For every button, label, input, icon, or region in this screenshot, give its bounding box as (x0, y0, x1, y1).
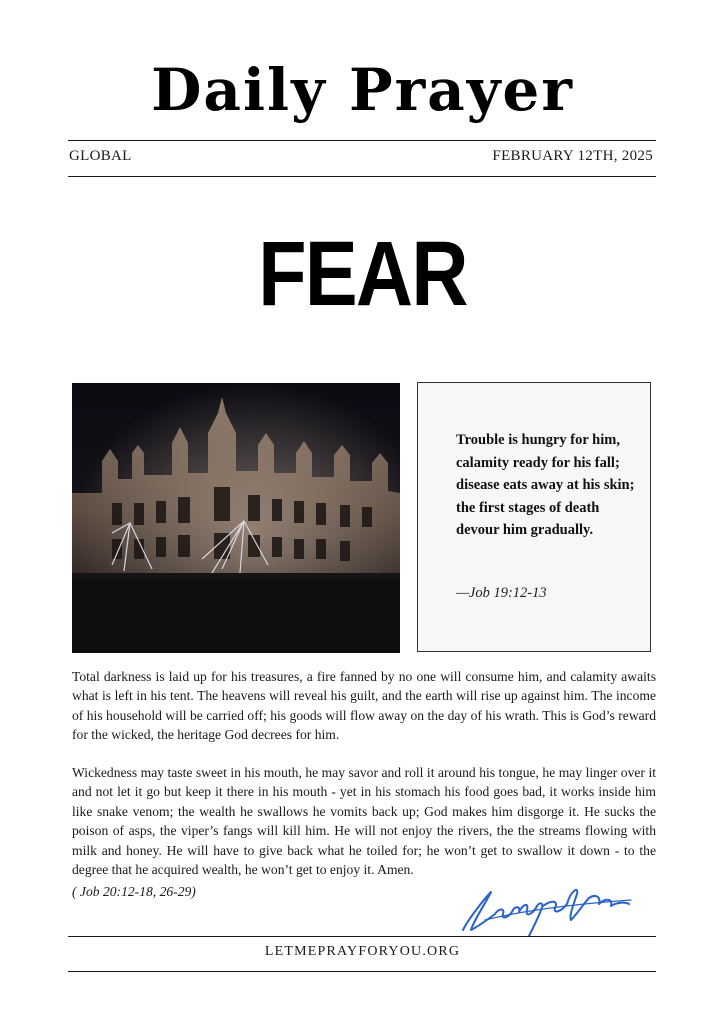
dateline-rule (68, 176, 656, 177)
scripture-citation: ( Job 20:12-18, 26-29) (72, 884, 196, 899)
pull-quote-box (417, 382, 651, 652)
masthead-title: Daily Prayer (151, 56, 574, 124)
signature-graphic (455, 880, 635, 940)
top-rule (68, 140, 656, 141)
body-paragraph-1: Total darkness is laid up for his treasures, a fire fanned by no one will consume him, and calamity awaits what is left in his tent. The heavens will reveal his guilt, and the earth will rise up against him. The income of his household will be carried off; his goods will flow away on the day of his wrath. This is God’s reward for the wicked, the heritage God decrees for him. (72, 669, 656, 743)
dateline-date: FEBRUARY 12TH, 2025 (492, 148, 653, 164)
pull-quote-reference: —Job 19:12-13 (456, 585, 547, 601)
headline: FEAR (258, 223, 467, 325)
body-paragraph-2: Wickedness may taste sweet in his mouth, he may savor and roll it around his tongue, he may linger over it and not let it go but keep it there in his mouth - yet in his stomach his food goes bad, it works inside him like snake venom; the wealth he swallows he vomits back up; God makes him disgorge it. He sucks the poison of asps, the viper’s fangs will kill him. He will not enjoy the rivers, the the streams flowing with milk and honey. He will have to give back what he toiled for; he won’t get to swallow it down - to the degree that he acquired wealth, he won’t get to enjoy it. Amen. (72, 765, 656, 878)
pull-quote-text: Trouble is hungry for him, calamity ready for his fall; disease eats away at his skin; the first stages of death devour him gradually. (456, 432, 635, 538)
gothic-building-photo (72, 383, 400, 653)
footer-url-link[interactable]: LETMEPRAYFORYOU.ORG (264, 944, 461, 959)
footer-top-rule (68, 936, 656, 937)
footer-bottom-rule (68, 971, 656, 972)
dateline-region: GLOBAL (69, 148, 132, 164)
